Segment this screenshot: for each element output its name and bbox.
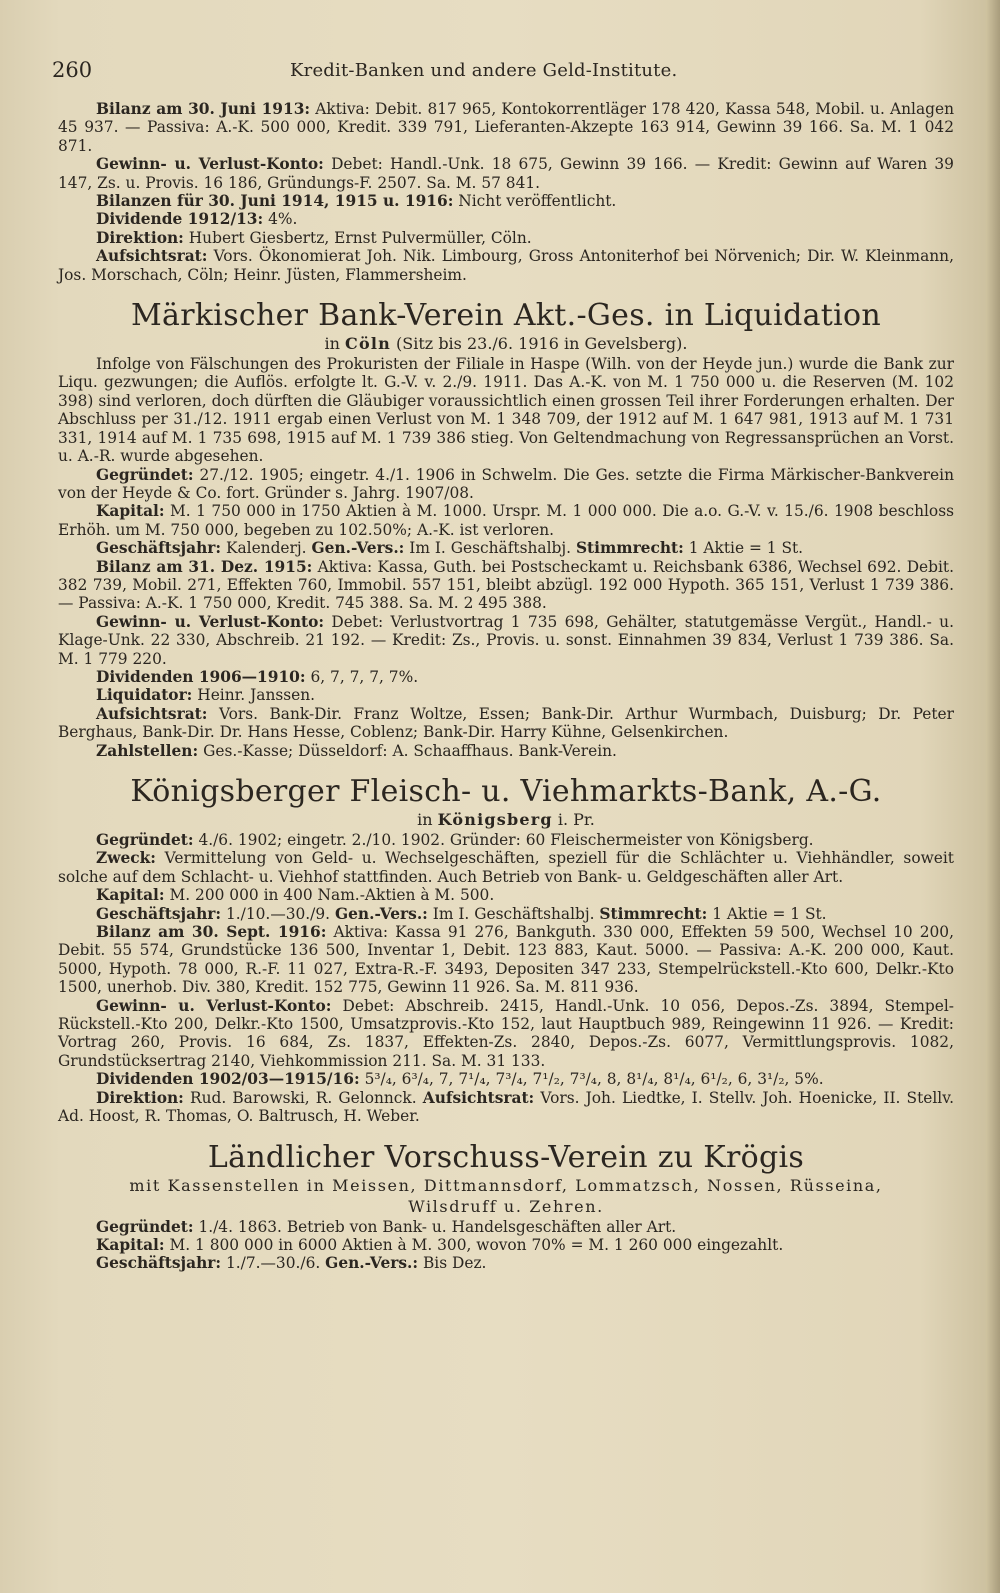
kapital-label: Kapital: [96, 1235, 165, 1254]
kapital-text: M. 1 800 000 in 6000 Aktien à M. 300, wovon 70% = M. 1 260 000 eingezahlt. [169, 1235, 784, 1254]
bilanz-paragraph [58, 100, 954, 155]
direktion-label: Direktion: [96, 1088, 184, 1107]
guv-text: Debet: Handl.-Unk. 18 675, Gewinn 39 166. — Kredit: Gewinn auf Waren 39 147, Zs. u. Provis. 16 186, Gründungs-F. 2507. Sa. M. 57 841. [58, 155, 954, 192]
subtitle-city: Königsberg [437, 810, 553, 829]
kapital-label: Kapital: [96, 886, 165, 905]
geschaeftsjahr-text: 1./10.—30./9. [225, 904, 331, 923]
kapital-paragraph [58, 886, 954, 904]
dividende-paragraph [58, 210, 954, 228]
stimmrecht-label: Stimmrecht: [575, 539, 684, 558]
zahlstellen-text: Ges.-Kasse; Düsseldorf: A. Schaaffhaus. Bank-Verein. [203, 741, 617, 760]
aufsichtsrat-paragraph [58, 247, 954, 284]
direktion-paragraph [58, 229, 954, 247]
kapital-label: Kapital: [96, 502, 165, 521]
bilanzen-text: Nicht veröffentlicht. [458, 192, 617, 211]
bilanz-label: Bilanz am 30. Sept. 1916: [96, 923, 327, 942]
dividenden-text: 6, 7, 7, 7, 7%. [310, 667, 419, 686]
kapital-text: M. 200 000 in 400 Nam.-Aktien à M. 500. [169, 886, 495, 905]
entry-subtitle [58, 810, 954, 829]
gegruendet-paragraph [58, 1218, 954, 1236]
dividenden-label: Dividenden 1906—1910: [96, 667, 306, 686]
page-header [50, 58, 950, 88]
aufsichtsrat-label: Aufsichtsrat: [422, 1088, 535, 1107]
zahlstellen-label: Zahlstellen: [96, 741, 199, 760]
entry-subtitle [58, 334, 954, 353]
entry-koenigsberger-bank [58, 774, 954, 1126]
page-content [58, 100, 954, 1273]
entry-title: Königsberger Fleisch- u. Viehmarkts-Bank, A.-G. [130, 774, 882, 809]
geschaeftsjahr-paragraph [58, 539, 954, 557]
genvers-text: Bis Dez. [422, 1254, 487, 1273]
subtitle-suffix: (Sitz bis 23./6. 1916 in Gevelsberg). [396, 334, 688, 354]
geschaeftsjahr-paragraph [58, 1254, 954, 1272]
geschaeftsjahr-paragraph [58, 905, 954, 923]
dividende-text: 4%. [268, 210, 298, 229]
entry-maerkischer-bank-verein [58, 298, 954, 760]
bilanz-label: Bilanz am 31. Dez. 1915: [96, 557, 313, 576]
guv-paragraph [58, 997, 954, 1071]
gegruendet-text: 4./6. 1902; eingetr. 2./10. 1902. Gründer: 60 Fleischermeister von Königsberg. [198, 831, 814, 849]
entry-subtitle-line2: Wilsdruff u. Zehren. [408, 1196, 604, 1216]
guv-label: Gewinn- u. Verlust-Konto: [96, 155, 324, 174]
stimmrecht-text: 1 Aktie = 1 St. [688, 539, 804, 558]
genvers-text: Im I. Geschäftshalbj. [409, 539, 572, 558]
bilanz-paragraph [58, 558, 954, 613]
aufsichtsrat-text: Vors. Joh. Liedtke, I. Stellv. Joh. Hoenicke, II. Stellv. Ad. Hoost, R. Thomas, O. Baltrusch, H. Weber. [58, 1088, 954, 1126]
dividenden-paragraph [58, 668, 954, 686]
intro-paragraph: Infolge von Fälschungen des Prokuristen der Filiale in Haspe (Wilh. von der Heyde jun.) wurde die Bank zur Liqu. gezwungen; die Auflös. erfolgte lt. G.-V. v. 2./9. 1911. Das A.-K. von M. 1 750 000 u. die Reserven (M. 102 398) sind verloren, doch dürften die Gläubiger voraussichtlich einen grossen Teil ihrer Forderungen erhalten. Der Abschluss per 31./12. 1911 ergab einen Verlust von M. 1 348 709, der 1912 auf M. 1 647 981, 1913 auf M. 1 731 331, 1914 auf M. 1 735 698, 1915 auf M. 1 739 386 stieg. Von Geltendmachung von Regressansprüchen an Vorst. u. A.-R. wurde abgesehen. [58, 355, 954, 466]
zweck-label: Zweck: [96, 849, 156, 868]
genvers-text: Im I. Geschäftshalbj. [432, 904, 595, 923]
aufsichtsrat-text: Vors. Bank-Dir. Franz Woltze, Essen; Bank-Dir. Arthur Wurmbach, Duisburg; Dr. Peter Berghaus, Bank-Dir. Dr. Hans Hesse, Coblenz; Bank-Dir. Harry Kühne, Gelsenkirchen. [58, 704, 954, 742]
aufsichtsrat-paragraph [58, 705, 954, 742]
gegruendet-paragraph [58, 831, 954, 849]
geschaeftsjahr-label: Geschäftsjahr: [96, 539, 222, 558]
running-title: Kredit-Banken und andere Geld-Institute. [290, 60, 678, 81]
genvers-label: Gen.-Vers.: [325, 1254, 419, 1273]
liquidator-label: Liquidator: [96, 686, 193, 705]
aufsichtsrat-text: Vors. Ökonomierat Joh. Nik. Limbourg, Gross Antoniterhof bei Nörvenich; Dir. W. Kleinmann, Jos. Morschach, Cöln; Heinr. Jüsten, Flammersheim. [58, 247, 954, 284]
geschaeftsjahr-label: Geschäftsjahr: [96, 1254, 222, 1273]
guv-text: Debet: Verlustvortrag 1 735 698, Gehälter, statutgemässe Vergüt., Handl.- u. Klage-Unk. 22 330, Abschreib. 21 192. — Kredit: Zs., Provis. u. sonst. Einnahmen 39 834, Verlust 1 739 386. Sa. M. 1 779 220. [58, 612, 954, 668]
kapital-text: M. 1 750 000 in 1750 Aktien à M. 1000. Urspr. M. 1 000 000. Die a.o. G.-V. v. 15./6. 1908 beschloss Erhöh. um M. 750 000, begeben zu 102.50%; A.-K. ist verloren. [58, 502, 954, 539]
gegruendet-text: 1./4. 1863. Betrieb von Bank- u. Handelsgeschäften aller Art. [198, 1217, 677, 1236]
guv-label: Gewinn- u. Verlust-Konto: [96, 996, 332, 1015]
subtitle-suffix: i. Pr. [557, 810, 595, 829]
zweck-text: Vermittelung von Geld- u. Wechselgeschäften, speziell für die Schlächter u. Viehhändler, soweit solche auf dem Schlacht- u. Viehhof stattfinden. Auch Betrieb von Bank- u. Geldgeschäften aller Art. [58, 849, 954, 886]
entry-continued [58, 100, 954, 284]
guv-paragraph [58, 613, 954, 668]
direktion-text: Hubert Giesbertz, Ernst Pulvermüller, Cöln. [188, 228, 532, 247]
bilanz-paragraph [58, 923, 954, 997]
entry-title: Ländlicher Vorschuss-Verein zu Krögis [207, 1139, 805, 1175]
guv-paragraph [58, 155, 954, 192]
geschaeftsjahr-text: Kalenderj. [225, 539, 307, 558]
genvers-label: Gen.-Vers.: [311, 539, 405, 558]
genvers-label: Gen.-Vers.: [334, 904, 428, 923]
geschaeftsjahr-label: Geschäftsjahr: [96, 904, 222, 923]
liquidator-paragraph [58, 686, 954, 704]
gegruendet-label: Gegründet: [96, 831, 194, 849]
entry-laendlicher-vorschuss-verein [58, 1140, 954, 1273]
dividenden-paragraph [58, 1070, 954, 1088]
stimmrecht-label: Stimmrecht: [599, 904, 708, 923]
stimmrecht-text: 1 Aktie = 1 St. [712, 904, 827, 923]
aufsichtsrat-label: Aufsichtsrat: [96, 247, 208, 266]
aufsichtsrat-label: Aufsichtsrat: [96, 704, 208, 723]
bilanzen-label: Bilanzen für 30. Juni 1914, 1915 u. 1916: [96, 192, 454, 211]
geschaeftsjahr-text: 1./7.—30./6. [225, 1254, 321, 1273]
gegruendet-label: Gegründet: [96, 465, 194, 484]
liquidator-text: Heinr. Janssen. [197, 686, 316, 705]
entry-subtitle-line1: mit Kassenstellen in Meissen, Dittmannsdorf, Lommatzsch, Nossen, Rüsseina, [129, 1175, 883, 1195]
gegruendet-paragraph [58, 466, 954, 503]
gegruendet-label: Gegründet: [96, 1217, 194, 1236]
zahlstellen-paragraph [58, 742, 954, 760]
zweck-paragraph [58, 849, 954, 886]
subtitle-city: Cöln [345, 334, 391, 354]
bilanz-label: Bilanz am 30. Juni 1913: [96, 100, 311, 118]
direktion-text: Rud. Barowski, R. Gelonnck. [189, 1088, 417, 1107]
dividende-label: Dividende 1912/13: [96, 210, 264, 229]
kapital-paragraph [58, 502, 954, 539]
subtitle-prefix: in [417, 810, 433, 829]
page-edge [986, 0, 1000, 1593]
subtitle-prefix: in [324, 334, 340, 354]
entry-title: Märkischer Bank-Verein Akt.-Ges. in Liquidation [130, 298, 881, 334]
direktion-paragraph [58, 1089, 954, 1126]
direktion-label: Direktion: [96, 228, 184, 247]
dividenden-text: 5³/₄, 6³/₄, 7, 7¹/₄, 7³/₄, 7¹/₂, 7³/₄, 8, 8¹/₄, 8¹/₄, 6¹/₂, 6, 3¹/₂, 5%. [364, 1070, 824, 1089]
kapital-paragraph [58, 1236, 954, 1254]
guv-label: Gewinn- u. Verlust-Konto: [96, 612, 325, 631]
bilanz-text: Aktiva: Kassa, Guth. bei Postscheckamt u. Reichsbank 6386, Wechsel 692. Debit. 382 739, Mobil. 271, Effekten 760, Immobil. 557 151, bleibt abzügl. 192 000 Hypoth. 365 151, Verlust 1 739 386. — Passiva: A.-K. 1 750 000, Kredit. 745 388. Sa. M. 2 495 388. [58, 557, 954, 613]
dividenden-label: Dividenden 1902/03—1915/16: [96, 1070, 360, 1089]
bilanz-text: Aktiva: Debit. 817 965, Kontokorrentläger 178 420, Kassa 548, Mobil. u. Anlagen 45 937. — Passiva: A.-K. 500 000, Kredit. 339 791, Lieferanten-Akzepte 163 914, Gewinn 39 166. Sa. M. 1 042 871. [58, 100, 954, 155]
guv-text: Debet: Abschreib. 2415, Handl.-Unk. 10 056, Depos.-Zs. 3894, Stempel-Rückstell.-Kto 200, Delkr.-Kto 1500, Umsatzprovis.-Kto 152, laut Hauptbuch 989, Reingewinn 11 926. — Kredit: Vortrag 260, Provis. 16 684, Zs. 1837, Effekten-Zs. 2840, Depos.-Zs. 6077, Vermittlungsprovis. 1082, Grundstücksertrag 2140, Viehkommission 211. Sa. M. 31 133. [58, 996, 954, 1070]
gegruendet-text: 27./12. 1905; eingetr. 4./1. 1906 in Schwelm. Die Ges. setzte die Firma Märkischer-Bankverein von der Heyde & Co. fort. Gründer s. Jahrg. 1907/08. [58, 465, 954, 502]
bilanz-text: Aktiva: Kassa 91 276, Bankguth. 330 000, Effekten 59 500, Wechsel 10 200, Debit. 55 574, Grundstücke 136 500, Inventar 1, Debit. 123 883, Kaut. 5000. — Passiva: A.-K. 200 000, Kaut. 5000, Hypoth. 78 000, R.-F. 11 027, Extra-R.-F. 3493, Depositen 347 233, Stempelrückstell.-Kto 600, Delkr.-Kto 1500, unerhob. Div. 380, Kredit. 152 775, Gewinn 11 926. Sa. M. 811 936. [58, 923, 954, 997]
page-number: 260 [52, 58, 93, 82]
bilanzen-paragraph [58, 192, 954, 210]
